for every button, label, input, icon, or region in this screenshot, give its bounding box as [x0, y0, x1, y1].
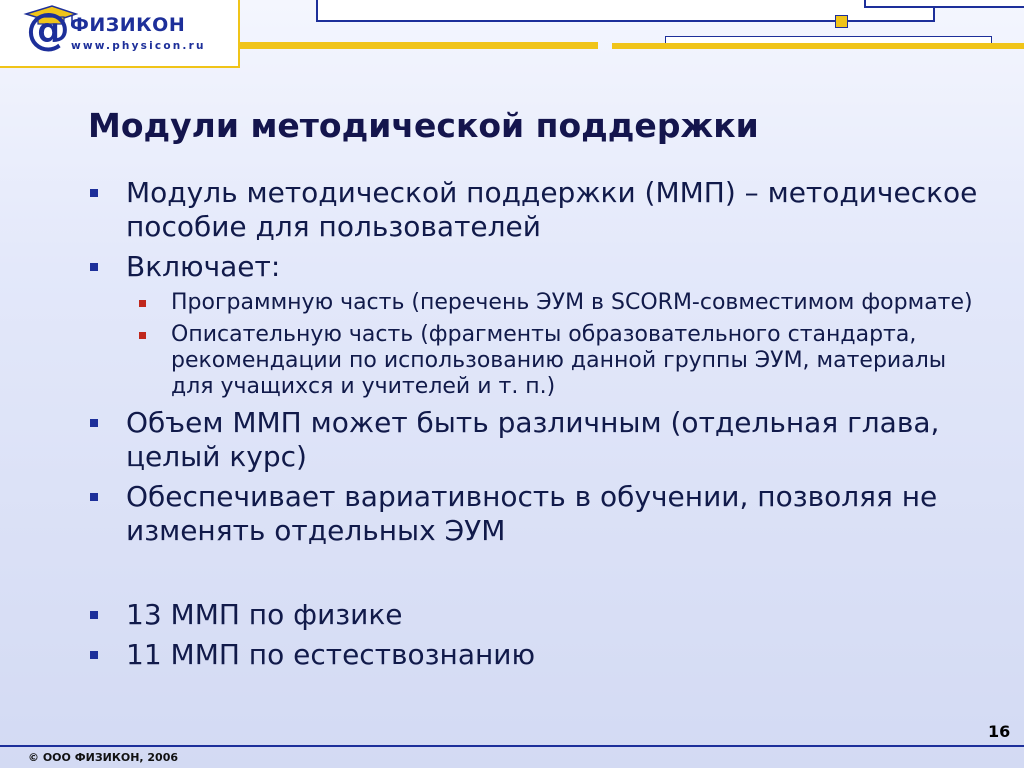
footer-copyright: © ООО ФИЗИКОН, 2006	[28, 751, 179, 764]
list-item-text: Обеспечивает вариативность в обучении, позволяя не изменять отдельных ЭУМ	[126, 480, 938, 547]
bullet-marker	[90, 419, 98, 427]
sub-list-item	[135, 322, 978, 400]
slide-title: Модули методической поддержки	[88, 106, 759, 145]
decorative-bar-right	[612, 43, 1024, 49]
sub-list-item	[135, 290, 978, 316]
bullet-marker	[90, 263, 98, 271]
sub-bullet-marker	[139, 332, 146, 339]
list-spacer	[88, 554, 978, 598]
footer-divider	[0, 745, 1024, 747]
list-item	[88, 250, 978, 284]
sub-bullet-marker	[139, 300, 146, 307]
logo-name: ФИЗИКОН	[70, 14, 186, 36]
list-item-text: 11 ММП по естествознанию	[126, 638, 536, 671]
list-item-text: 13 ММП по физике	[126, 598, 403, 631]
list-item-text: Объем ММП может быть различным (отдельная глава, целый курс)	[126, 406, 940, 473]
decorative-frame-right	[864, 0, 1024, 8]
bullet-marker	[90, 189, 98, 197]
list-item	[88, 638, 978, 672]
sub-list-item-text: Описательную часть (фрагменты образовательного стандарта, рекомендации по использованию данной группы ЭУМ, материалы для учащихся и учителей и т. п.)	[171, 322, 947, 399]
logo-at-symbol: @	[26, 4, 70, 55]
bullet-list	[88, 176, 978, 678]
sub-list-item-text: Программную часть (перечень ЭУМ в SCORM-совместимом формате)	[171, 290, 973, 315]
decorative-bar	[238, 42, 598, 49]
list-item	[88, 480, 978, 548]
list-item-text: Включает:	[126, 250, 281, 283]
page-number: 16	[988, 722, 1011, 741]
list-item	[88, 406, 978, 474]
list-item	[88, 598, 978, 632]
bullet-marker	[90, 611, 98, 619]
bullet-marker	[90, 493, 98, 501]
logo-url: www.physicon.ru	[71, 40, 206, 52]
physicon-logo	[0, 0, 240, 68]
list-item	[88, 176, 978, 244]
list-item-text: Модуль методической поддержки (ММП) – методическое пособие для пользователей	[126, 176, 978, 243]
decorative-square	[835, 15, 848, 28]
bullet-marker	[90, 651, 98, 659]
